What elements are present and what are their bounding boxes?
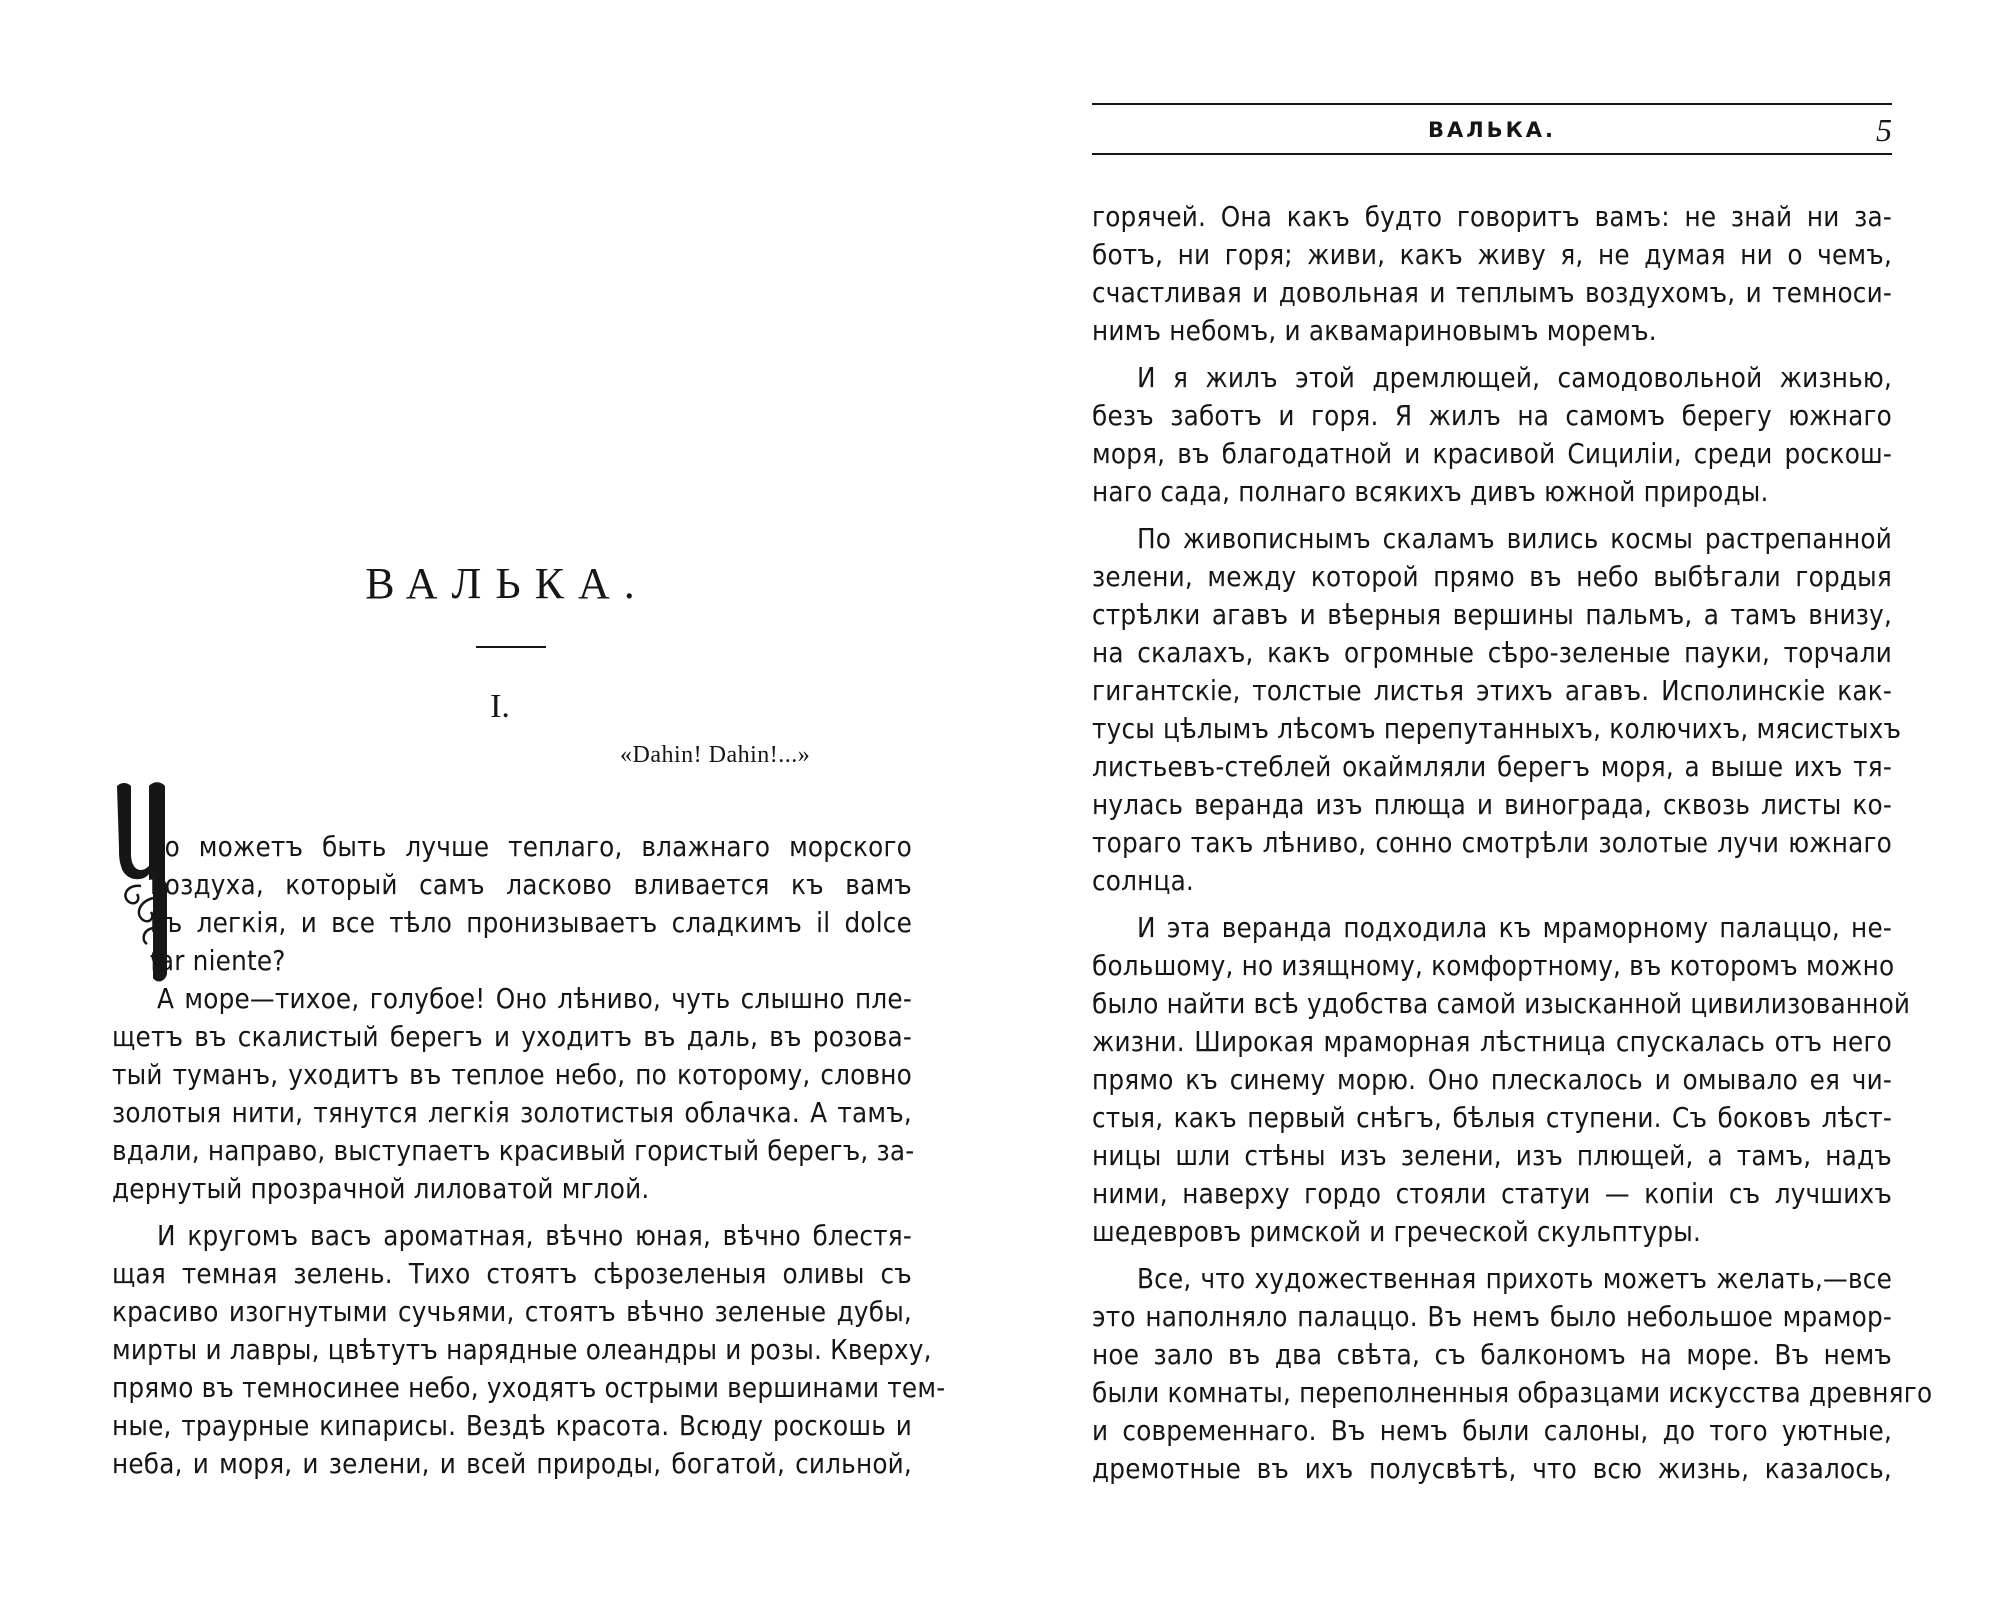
text-line: Все, что художественная прихоть можетъ желать,—все [1137, 1263, 1892, 1295]
text-line: зелени, между которой прямо въ небо выбѣгали гордыя [1092, 561, 1892, 593]
epigraph: «Dahin! Dahin!...» [620, 742, 811, 768]
text-line: щетъ въ скалистый берегъ и уходитъ въ даль, въ розова- [112, 1021, 912, 1053]
text-line: И я жилъ этой дремлющей, самодовольной жизнью, [1137, 362, 1892, 394]
text-line: стыя, какъ первый снѣгъ, бѣлыя ступени. Съ боковъ лѣст- [1092, 1102, 1892, 1134]
chapter-number: I. [490, 688, 510, 725]
text-line: золотыя нити, тянутся легкія золотистыя облачка. А тамъ, [112, 1097, 912, 1129]
text-line: И кругомъ васъ ароматная, вѣчно юная, вѣчно блестя- [157, 1220, 912, 1252]
text-line: И эта веранда подходила къ мраморному палаццо, не- [1137, 912, 1892, 944]
text-line: воздуха, который самъ ласково вливается къ вамъ [150, 869, 912, 901]
text-line: дернутый прозрачной лиловатой мглой. [112, 1173, 650, 1205]
text-line: нулась веранда изъ плюща и винограда, сквозь листы ко- [1092, 789, 1892, 821]
paragraph-gap [1092, 1251, 1892, 1260]
running-head: ВАЛЬКА. [1427, 118, 1557, 142]
text-line: то можетъ быть лучше теплаго, влажнаго морского [150, 831, 912, 863]
text-line: и современнаго. Въ немъ были салоны, до того уютные, [1092, 1415, 1892, 1447]
text-line: большому, но изящному, комфортному, въ которомъ можно [1092, 950, 1895, 982]
text-line: щая темная зелень. Тихо стоятъ сѣрозеленыя оливы съ [112, 1258, 912, 1290]
text-line: По живописнымъ скаламъ вились космы растрепанной [1137, 523, 1892, 555]
text-line: было найти всѣ удобства самой изысканной цивилизованной [1092, 988, 1911, 1020]
title-rule [476, 646, 546, 648]
text-line: моря, въ благодатной и красивой Сициліи, среди роскош- [1092, 438, 1892, 470]
text-line: неба, и моря, и зелени, и всей природы, богатой, сильной, [112, 1448, 912, 1480]
right-body-text [1092, 198, 1933, 1488]
text-line: наго сада, полнаго всякихъ дивъ южной природы. [1092, 476, 1769, 508]
paragraph-gap [1092, 350, 1892, 359]
text-line: безъ заботъ и горя. Я жилъ на самомъ берегу южнаго [1092, 400, 1892, 432]
text-line: шедевровъ римской и греческой скульптуры. [1092, 1216, 1702, 1248]
text-line: прямо въ темносинее небо, уходятъ острыми вершинами тем- [112, 1372, 946, 1404]
text-line: счастливая и довольная и теплымъ воздухомъ, и темноси- [1092, 277, 1892, 309]
paragraph-gap [112, 1208, 912, 1217]
dropcap-paragraph [150, 828, 912, 980]
story-title: ВАЛЬКА. [365, 559, 649, 608]
text-line: тусы цѣлымъ лѣсомъ перепутанныхъ, колючихъ, мясистыхъ [1092, 713, 1902, 745]
text-line: стрѣлки агавъ и вѣерныя вершины пальмъ, а тамъ внизу, [1092, 599, 1892, 631]
text-line: на скалахъ, какъ огромные сѣро-зеленые пауки, торчали [1092, 637, 1892, 669]
text-line: горячей. Она какъ будто говоритъ вамъ: не знай ни за- [1092, 201, 1892, 233]
text-line: ними, наверху гордо стояли статуи — копіи съ лучшихъ [1092, 1178, 1892, 1210]
text-line: ные, траурные кипарисы. Вездѣ красота. Всюду роскошь и [112, 1410, 912, 1442]
text-line: дремотные въ ихъ полусвѣтѣ, что всю жизнь, казалось, [1092, 1453, 1892, 1485]
text-line: вдали, направо, выступаетъ красивый гористый берегъ, за- [112, 1135, 915, 1167]
left-body-text [112, 980, 946, 1483]
text-line: тораго такъ лѣниво, сонно смотрѣли золотые лучи южнаго [1092, 827, 1892, 859]
text-line: листьевъ-стеблей окаймляли берегъ моря, а выше ихъ тя- [1092, 751, 1892, 783]
text-line: мирты и лавры, цвѣтутъ нарядные олеандры и розы. Кверху, [112, 1334, 932, 1366]
text-line: были комнаты, переполненныя образцами искусства древняго [1092, 1377, 1933, 1409]
text-line: въ легкія, и все тѣло пронизываетъ сладкимъ il dolce [150, 907, 912, 939]
text-line: ницы шли стѣны изъ зелени, изъ плющей, а тамъ, надъ [1092, 1140, 1892, 1172]
text-line: это наполняло палаццо. Въ немъ было небольшое мрамор- [1092, 1301, 1892, 1333]
text-line: тый туманъ, уходитъ въ теплое небо, по которому, словно [112, 1059, 912, 1091]
text-line: нимъ небомъ, и аквамариновымъ моремъ. [1092, 315, 1657, 347]
text-line: А море—тихое, голубое! Оно лѣниво, чуть слышно пле- [157, 983, 912, 1015]
text-line: солнца. [1092, 865, 1194, 897]
text-line: красиво изогнутыми сучьями, стоятъ вѣчно зеленые дубы, [112, 1296, 912, 1328]
paragraph-gap [1092, 900, 1892, 909]
paragraph-gap [1092, 511, 1892, 520]
text-line: гигантскіе, толстые листья этихъ агавъ. Исполинскіе как- [1092, 675, 1892, 707]
text-line: ботъ, ни горя; живи, какъ живу я, не думая ни о чемъ, [1092, 239, 1892, 271]
text-line: ное зало въ два свѣта, съ балкономъ на море. Въ немъ [1092, 1339, 1892, 1371]
text-line: прямо къ синему морю. Оно плескалось и омывало ея чи- [1092, 1064, 1892, 1096]
page-number: 5 [1876, 112, 1892, 148]
text-line: жизни. Широкая мраморная лѣстница спускалась отъ него [1092, 1026, 1892, 1058]
text-line: far niente? [150, 945, 286, 977]
